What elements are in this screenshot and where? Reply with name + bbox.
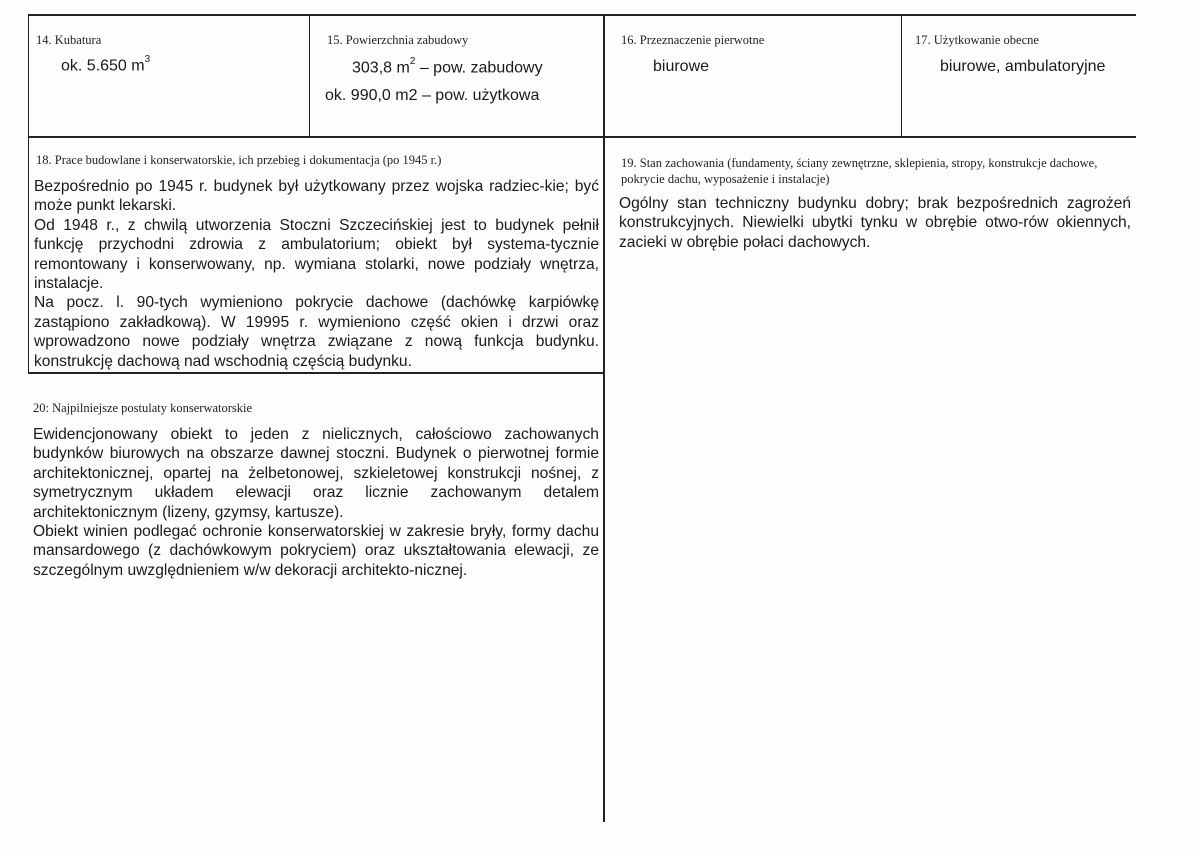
left-rule [28, 14, 29, 374]
field-17-label: 17. Użytkowanie obecne [915, 33, 1039, 47]
field-18-paragraph: Na pocz. l. 90-tych wymieniono pokrycie dachowe (dachówkę karpiówkę zastąpiono zakładkową). W 19995 r. wymieniono część okien i drzwi oraz wprowadzono nowe podziały wnętrza związane z nową funkcja budynku. konstrukcję dachową nad wschodnią częścią budynku. [34, 294, 599, 370]
field-14-label: 14. Kubatura [36, 33, 102, 47]
field-15-line1-b: – pow. zabudowy [415, 59, 543, 77]
field-15-line1 [352, 58, 543, 77]
row2-bottom-rule [28, 372, 604, 374]
row1-bottom-rule [28, 136, 1136, 138]
field-20-paragraph: Ewidencjonowany obiekt to jeden z nielicznych, całościowo zachowanych budynków biurowych na obszarze dawnej stoczni. Budynek o pierwotnej formie architektonicznej, opartej na żelbetonowej, szkieletowej konstrukcji nośnej, z symetrycznym układem elewacji oraz licznie zachowanym detalem architektonicznym (lizeny, gzymsy, kartusze). [33, 426, 599, 521]
field-14-value-main: ok. 5.650 m [61, 57, 145, 75]
field-20-label: 20: Najpilniejsze postulaty konserwatorskie [33, 401, 253, 415]
divider-14-15 [309, 14, 310, 137]
field-18-paragraph: Bezpośrednio po 1945 r. budynek był użytkowany przez wojska radziec-kie; być może punkt lekarski. [34, 178, 599, 215]
field-17-value: biurowe, ambulatoryjne [940, 58, 1106, 75]
field-15-line1-sup: 2 [409, 56, 416, 67]
field-18-text [34, 177, 599, 371]
field-15-line2: ok. 990,0 m2 – pow. użytkowa [325, 87, 540, 104]
divider-16-17 [901, 14, 902, 137]
field-19-label: 19. Stan zachowania (fundamenty, ściany zewnętrzne, sklepienia, stropy, konstrukcje dachowe, pokrycie dachu, wyposażenie i instalacje) [621, 156, 1098, 186]
field-15-label: 15. Powierzchnia zabudowy [327, 33, 469, 47]
center-divider [603, 14, 605, 822]
field-18-paragraph: Od 1948 r., z chwilą utworzenia Stoczni Szczecińskiej jest to budynek pełnił funkcję przychodni zdrowia z ambulatorium; obiekt był systema-tycznie remontowany i konserwowany, np. wymiana stolarki, nowe podziały wnętrza, instalacje. [34, 216, 599, 293]
field-18-label: 18. Prace budowlane i konserwatorskie, ich przebieg i dokumentacja (po 1945 r.) [36, 153, 442, 167]
top-rule [28, 14, 1136, 16]
field-16-label: 16. Przeznaczenie pierwotne [621, 33, 765, 47]
field-20-text [33, 425, 599, 580]
field-16-value: biurowe [653, 58, 710, 75]
field-20-paragraph: Obiekt winien podlegać ochronie konserwatorskiej w zakresie bryły, formy dachu mansardowego (z dachówkowym pokryciem) oraz ukształtowania elewacji, ze szczególnym uwzględnieniem w/w dekoracji architekto-nicznej. [33, 523, 599, 579]
field-14-value-sup: 3 [144, 54, 151, 65]
field-14-value [61, 56, 150, 75]
field-15-line1-a: 303,8 m [352, 59, 410, 77]
field-19-text: Ogólny stan techniczny budynku dobry; brak bezpośrednich zagrożeń konstrukcyjnych. Niewielki ubytki tynku w obrębie otwo-rów okiennych, zacieki w obrębie połaci dachowych. [619, 195, 1131, 251]
